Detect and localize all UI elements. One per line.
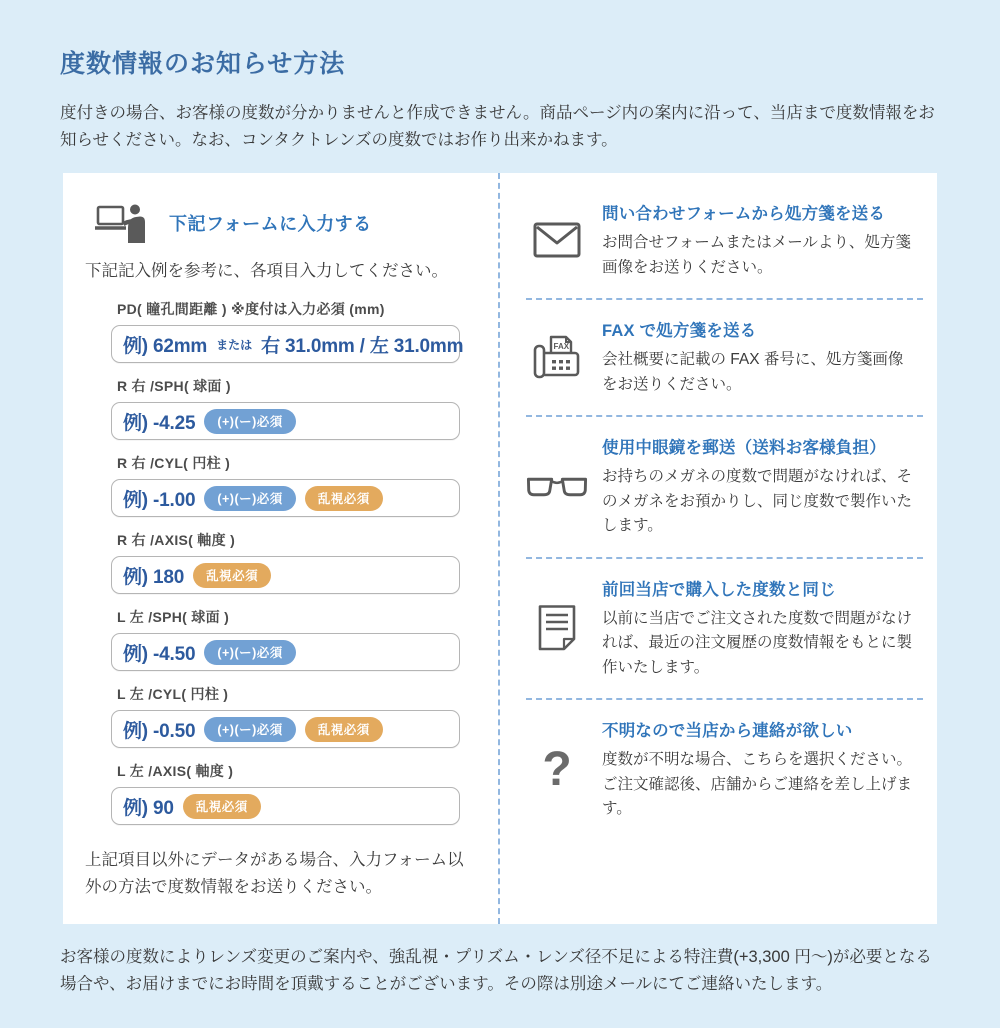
plus-minus-required-badge: (+)(ー)必須 — [204, 409, 295, 434]
svg-text:FAX: FAX — [553, 342, 570, 352]
method-body: お問合せフォームまたはメールより、処方箋画像をお送りください。 — [602, 234, 911, 276]
method-contact-me — [526, 698, 923, 839]
field-example-value: 例) -4.50 — [123, 643, 196, 665]
field-l-sph — [111, 607, 460, 671]
method-body: 以前に当店でご注文された度数で問題がなければ、最近の注文履歴の度数情報をもとに製作いたします。 — [602, 609, 913, 676]
field-example-box — [111, 633, 460, 671]
intro-text: 度付きの場合、お客様の度数が分かりませんと作成できません。商品ページ内の案内に沿って、当店まで度数情報をお知らせください。なお、コンタクトレンズの度数ではお作り出来かねます。 — [60, 104, 935, 149]
method-title: FAX で処方箋を送る — [602, 322, 757, 341]
field-r-axis — [111, 530, 460, 594]
field-example-value: 例) -1.00 — [123, 489, 196, 511]
field-pd — [111, 299, 464, 363]
field-l-axis — [111, 761, 460, 825]
form-section-header — [95, 203, 474, 243]
method-title: 使用中眼鏡を郵送（送料お客様負担） — [602, 439, 886, 458]
method-fax — [526, 298, 923, 415]
info-card — [63, 173, 937, 924]
method-contact-form — [526, 183, 923, 298]
field-label: L 左 /SPH( 球面 ) — [117, 609, 230, 626]
field-example-value: 例) -0.50 — [123, 720, 196, 742]
astigmatism-required-badge: 乱視必須 — [305, 486, 383, 511]
field-label: R 右 /SPH( 球面 ) — [117, 378, 231, 395]
plus-minus-required-badge: (+)(ー)必須 — [204, 640, 295, 665]
method-previous-order — [526, 557, 923, 698]
field-label: R 右 /AXIS( 軸度 ) — [117, 532, 236, 549]
field-example-value2: 右 31.0mm / 左 31.0mm — [261, 335, 464, 357]
form-instruction: 下記記入例を参考に、各項目入力してください。 — [85, 262, 448, 281]
question-icon: ? — [542, 742, 572, 796]
footer-note: お客様の度数によりレンズ変更のご案内や、強乱視・プリズム・レンズ径不足による特注費(+3,300 円～)が必要となる場合や、お届けまでにお時間を頂戴することがございます。その際は別途メールにてご連絡いたします。 — [60, 948, 932, 993]
method-title: 前回当店で購入した度数と同じ — [602, 580, 836, 599]
person-at-computer-icon — [95, 203, 147, 243]
field-label: PD( 瞳孔間距離 ) ※度付は入力必須 (mm) — [117, 301, 385, 318]
field-example-value: 例) 90 — [123, 797, 174, 819]
field-label: L 左 /CYL( 円柱 ) — [117, 686, 229, 703]
document-icon — [526, 604, 588, 652]
astigmatism-required-badge: 乱視必須 — [305, 717, 383, 742]
glasses-icon — [526, 475, 588, 499]
field-label: L 左 /AXIS( 軸度 ) — [117, 763, 234, 780]
field-example-value: 例) 180 — [123, 566, 185, 588]
astigmatism-required-badge: 乱視必須 — [193, 563, 271, 588]
form-note: 上記項目以外にデータがある場合、入力フォーム以外の方法で度数情報をお送りください。 — [85, 851, 464, 896]
field-example-box — [111, 325, 464, 363]
field-example-box — [111, 402, 460, 440]
method-body: 度数が不明な場合、こちらを選択ください。ご注文確認後、店舗からご連絡を差し上げます。 — [602, 751, 913, 818]
field-example-box — [111, 710, 460, 748]
plus-minus-required-badge: (+)(ー)必須 — [204, 717, 295, 742]
field-example-connector: または — [216, 337, 253, 352]
field-example-value: 例) 62mm — [123, 335, 208, 357]
method-body: お持ちのメガネの度数で問題がなければ、そのメガネをお預かりし、同じ度数で製作いたします。 — [602, 468, 913, 535]
field-label: R 右 /CYL( 円柱 ) — [117, 455, 231, 472]
methods-section — [500, 173, 937, 924]
form-section-heading: 下記フォームに入力する — [169, 214, 372, 235]
method-title: 不明なので当店から連絡が欲しい — [602, 722, 853, 741]
field-example-box — [111, 787, 460, 825]
method-body: 会社概要に記載の FAX 番号に、処方箋画像をお送りください。 — [602, 351, 904, 393]
method-title: 問い合わせフォームから処方箋を送る — [602, 205, 886, 224]
astigmatism-required-badge: 乱視必須 — [183, 794, 261, 819]
form-section — [63, 173, 500, 924]
field-r-sph — [111, 376, 460, 440]
field-l-cyl — [111, 684, 460, 748]
plus-minus-required-badge: (+)(ー)必須 — [204, 486, 295, 511]
fax-icon — [526, 333, 588, 381]
field-example-value: 例) -4.25 — [123, 412, 196, 434]
field-r-cyl — [111, 453, 460, 517]
method-mail-glasses — [526, 415, 923, 556]
field-example-box — [111, 556, 460, 594]
envelope-icon — [526, 222, 588, 258]
page-title: 度数情報のお知らせ方法 — [60, 50, 346, 78]
field-example-box — [111, 479, 460, 517]
